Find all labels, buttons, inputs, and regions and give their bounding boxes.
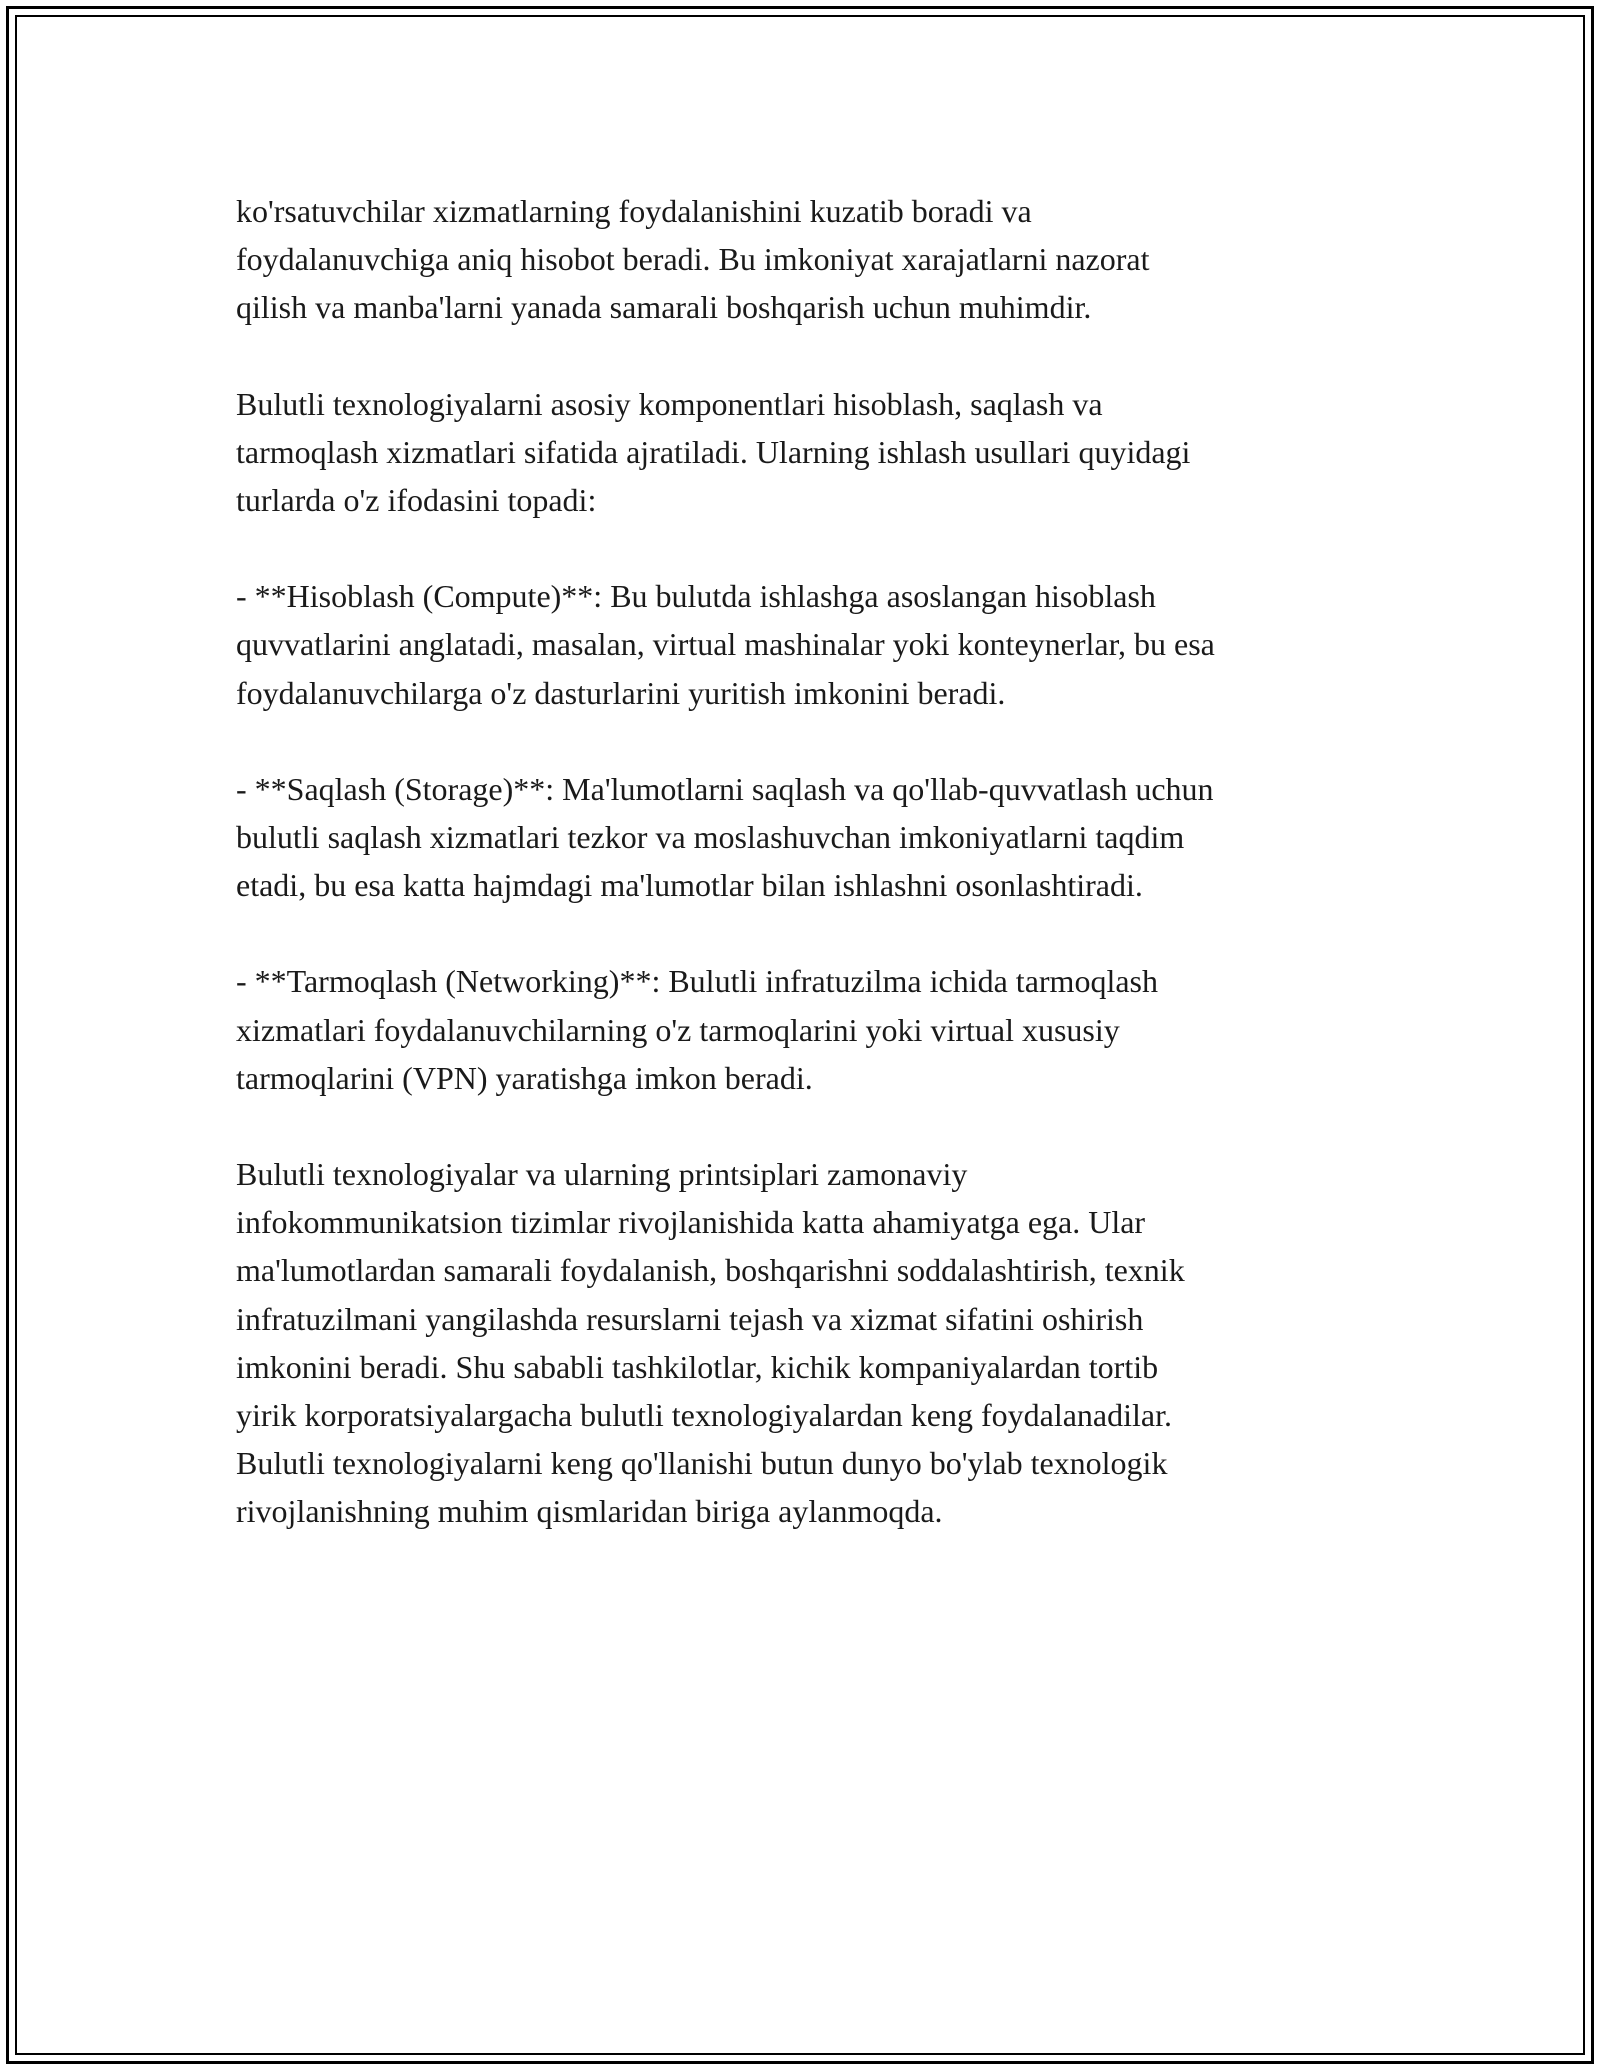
- paragraph-conclusion: [236, 1150, 1386, 1536]
- text-line: Bulutli texnologiyalarni asosiy komponentlari hisoblash, saqlash va: [236, 385, 1103, 422]
- text-line: - **Tarmoqlash (Networking)**: Bulutli infratuzilma ichida tarmoqlash: [236, 963, 1158, 1000]
- text-line: infratuzilmani yangilashda resurslarni tejash va xizmat sifatini oshirish: [236, 1300, 1144, 1337]
- text-line: foydalanuvchiga aniq hisobot beradi. Bu imkoniyat xarajatlarni nazorat: [236, 241, 1150, 278]
- list-item-storage: [236, 765, 1386, 910]
- text-line: foydalanuvchilarga o'z dasturlarini yuritish imkonini beradi.: [236, 674, 1006, 711]
- text-line: tarmoqlarini (VPN) yaratishga imkon beradi.: [236, 1059, 813, 1096]
- text-line: rivojlanishning muhim qismlaridan biriga aylanmoqda.: [236, 1493, 943, 1530]
- list-item-compute: [236, 572, 1386, 717]
- paragraph-components-intro: [236, 380, 1386, 525]
- list-item-networking: [236, 957, 1386, 1102]
- text-line: ma'lumotlardan samarali foydalanish, boshqarishni soddalashtirish, texnik: [236, 1252, 1185, 1289]
- document-body: [236, 187, 1386, 1584]
- text-line: Bulutli texnologiyalar va ularning printsiplari zamonaviy: [236, 1156, 968, 1193]
- text-line: tarmoqlash xizmatlari sifatida ajratiladi. Ularning ishlash usullari quyidagi: [236, 433, 1191, 470]
- text-line: imkonini beradi. Shu sababli tashkilotlar, kichik kompaniyalardan tortib: [236, 1348, 1159, 1385]
- text-line: ko'rsatuvchilar xizmatlarning foydalanishini kuzatib boradi va: [236, 193, 1032, 229]
- text-line: - **Saqlash (Storage)**: Ma'lumotlarni saqlash va qo'llab-quvvatlash uchun: [236, 770, 1214, 807]
- text-line: turlarda o'z ifodasini topadi:: [236, 482, 597, 519]
- text-line: - **Hisoblash (Compute)**: Bu bulutda ishlashga asoslangan hisoblash: [236, 578, 1156, 615]
- text-line: bulutli saqlash xizmatlari tezkor va moslashuvchan imkoniyatlarni taqdim: [236, 819, 1185, 856]
- text-line: etadi, bu esa katta hajmdagi ma'lumotlar bilan ishlashni osonlashtiradi.: [236, 867, 1143, 904]
- text-line: infokommunikatsion tizimlar rivojlanishida katta ahamiyatga ega. Ular: [236, 1204, 1146, 1241]
- text-line: Bulutli texnologiyalarni keng qo'llanishi butun dunyo bo'ylab texnologik: [236, 1445, 1168, 1482]
- text-line: xizmatlari foydalanuvchilarning o'z tarmoqlarini yoki virtual xususiy: [236, 1011, 1120, 1048]
- text-line: quvvatlarini anglatadi, masalan, virtual mashinalar yoki konteynerlar, bu esa: [236, 626, 1215, 663]
- text-line: qilish va manba'larni yanada samarali boshqarish uchun muhimdir.: [236, 289, 1092, 326]
- text-line: yirik korporatsiyalargacha bulutli texnologiyalardan keng foydalanadilar.: [236, 1397, 1172, 1434]
- paragraph-intro-continued: [236, 187, 1386, 332]
